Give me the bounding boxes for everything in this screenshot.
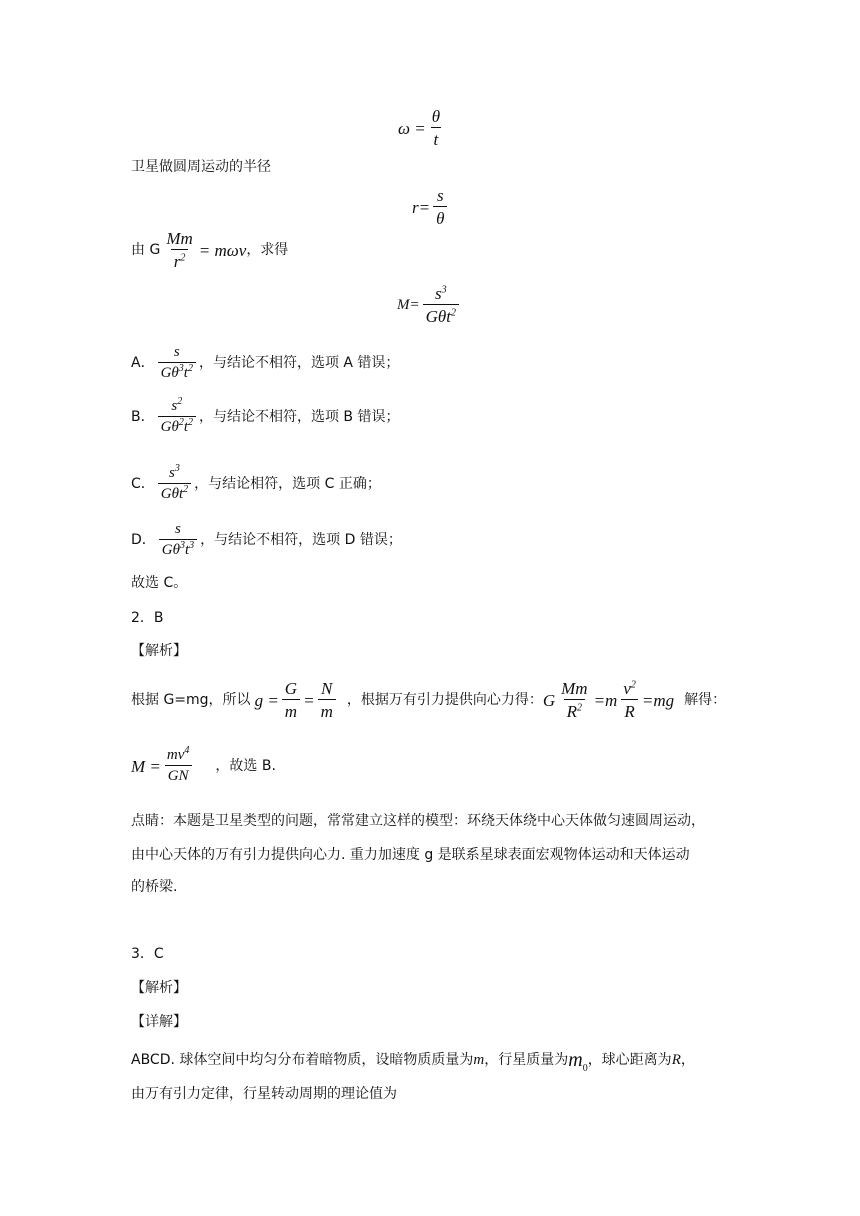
gravity-equation-line: 由 G $\frac{Mm}{r^2}$ = mωv ，求得 <box>131 229 289 271</box>
q3-p1-c: ，球心距离为 <box>587 1052 672 1068</box>
option-d-text: ，与结论不相符，选项 D 错误； <box>200 532 402 548</box>
q2-equation-line: 根据 G=mg，所以 g = $\frac{G}{m}$ = $\frac{N}{m}$ ，根据万有引力提供向心力得： G $\frac{Mm}{R^2}$ =m $\frac{v^2}{R}$ =mg 解得： <box>131 679 727 721</box>
option-a-label: A． <box>131 355 155 371</box>
by-prefix: 由 G <box>131 242 161 258</box>
option-c-label: C． <box>131 476 155 492</box>
q2-comment-3: 的桥梁. <box>131 879 178 895</box>
option-b: B． $\frac{s^2}{G\theta^2t^2}$ ，与结论不相符，选项 B 错误； <box>131 396 400 435</box>
q2-analysis: 【解析】 <box>131 643 187 659</box>
q2-number: 2．B <box>131 610 164 626</box>
option-b-label: B． <box>131 409 155 425</box>
q3-paragraph-1: ABCD. 球体空间中均匀分布着暗物质，设暗物质质量为 m ，行星质量为 $m_0$ ，球心距离为 R ， <box>131 1049 695 1074</box>
option-c: C． $\frac{s^3}{G\theta t^2}$ ，与结论相符，选项 C 正确； <box>131 463 381 502</box>
option-a-text: ，与结论不相符，选项 A 错误； <box>198 355 400 371</box>
by-suffix: ，求得 <box>246 242 289 258</box>
formula-radius: r= $\frac{s}{\theta}$ <box>412 187 450 227</box>
q2-text-a: 根据 G=mg，所以 <box>131 692 251 708</box>
q2-result-line: M = $\frac{mv^4}{GN}$ ，故选 B. <box>131 745 276 784</box>
q2-comment-1: 点睛：本题是卫星类型的问题，常常建立这样的模型：环绕天体绕中心天体做匀速圆周运动， <box>131 813 705 829</box>
option-a: A． $\frac{s}{G\theta^3t^2}$ ，与结论不相符，选项 A 错误； <box>131 344 400 381</box>
q2-text-b: ，根据万有引力提供向心力得： <box>346 692 543 708</box>
formula-omega: ω = $\frac{\theta}{t}$ <box>398 107 441 149</box>
q3-p1-a: ABCD. 球体空间中均匀分布着暗物质，设暗物质质量为 <box>131 1052 474 1068</box>
formula-mass: M= $\frac{s^3}{G\theta t^2}$ <box>397 285 462 325</box>
q3-detail: 【详解】 <box>131 1014 187 1030</box>
q3-analysis: 【解析】 <box>131 980 187 996</box>
option-b-text: ，与结论不相符，选项 B 错误； <box>198 409 400 425</box>
choose-c: 故选 C。 <box>131 575 188 591</box>
q3-paragraph-2: 由万有引力定律，行星转动周期的理论值为 <box>131 1086 397 1102</box>
option-c-text: ，与结论相符，选项 C 正确； <box>194 476 381 492</box>
q2-text-d: ，故选 B. <box>215 758 276 774</box>
radius-label: 卫星做圆周运动的半径 <box>131 159 271 175</box>
q3-p1-b: ，行星质量为 <box>484 1052 569 1068</box>
q3-number: 3．C <box>131 946 164 962</box>
q2-text-c: 解得： <box>684 692 727 708</box>
q2-comment-2: 由中心天体的万有引力提供向心力. 重力加速度 g 是联系星球表面宏观物体运动和天体运动 <box>131 847 690 863</box>
option-d-label: D． <box>131 532 156 548</box>
option-d: D． $\frac{s}{G\theta^3t^3}$ ，与结论不相符，选项 D 错误； <box>131 521 402 558</box>
